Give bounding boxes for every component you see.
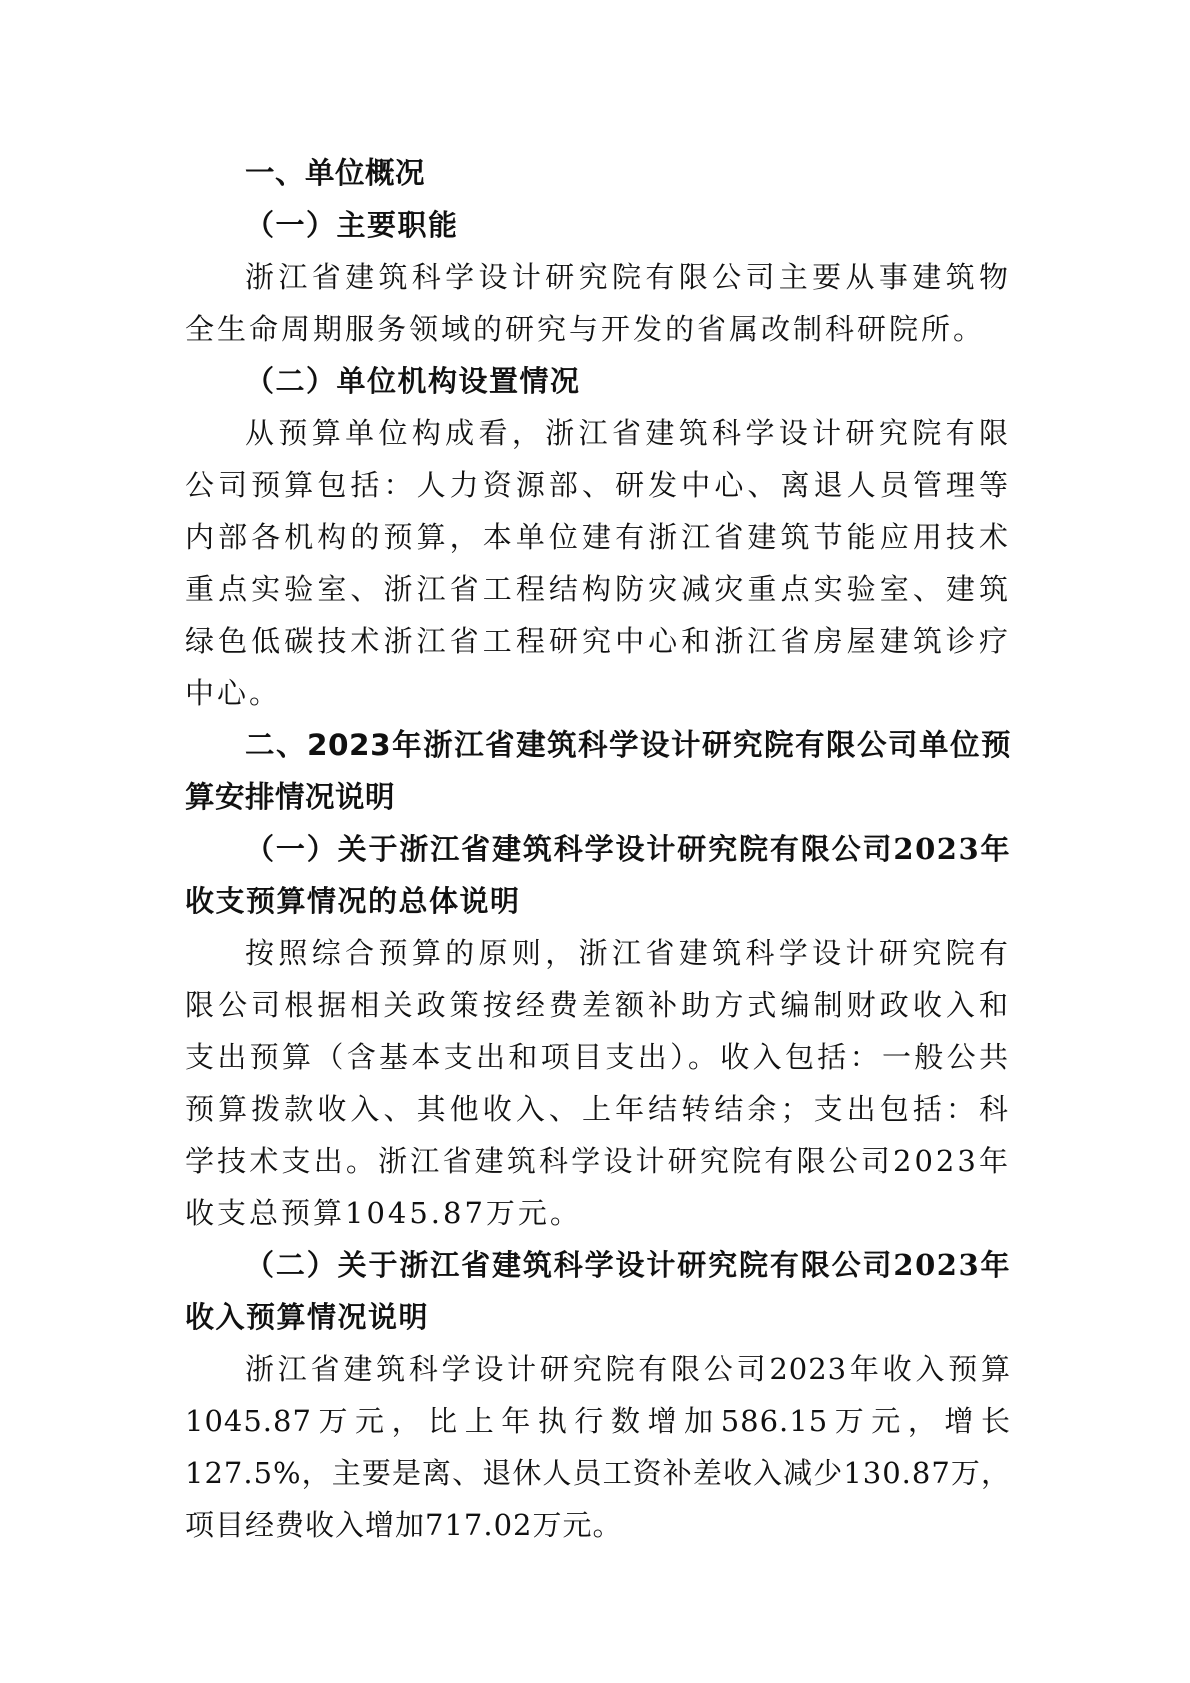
section-heading-1: 一、单位概况: [245, 156, 426, 190]
paragraph-overall-budget: 按照综合预算的原则，浙江省建筑科学设计研究院有限公司根据相关政策按经费差额补助方式编制财政收入和支出预算（含基本支出和项目支出）。收入包括：一般公共预算拨款收入、其他收入、上年结转结余；支出包括：科学技术支出。浙江省建筑科学设计研究院有限公司2023年收支总预算1045.87万元。: [185, 936, 1011, 1230]
subsection-heading-1-1: （一）主要职能: [245, 208, 459, 242]
paragraph-income-budget: 浙江省建筑科学设计研究院有限公司2023年收入预算1045.87万元，比上年执行数增加586.15万元，增长127.5%，主要是离、退休人员工资补差收入减少130.87万，项目经费收入增加717.02万元。: [185, 1352, 1011, 1542]
subsection-heading-1-2: （二）单位机构设置情况: [245, 364, 581, 398]
subsection-heading-2-2: （二）关于浙江省建筑科学设计研究院有限公司2023年收入预算情况说明: [185, 1248, 1011, 1334]
paragraph-organization-structure: 从预算单位构成看，浙江省建筑科学设计研究院有限公司预算包括：人力资源部、研发中心、离退人员管理等内部各机构的预算，本单位建有浙江省建筑节能应用技术重点实验室、浙江省工程结构防灾减灾重点实验室、建筑绿色低碳技术浙江省工程研究中心和浙江省房屋建筑诊疗中心。: [185, 416, 1011, 710]
subsection-heading-2-1: （一）关于浙江省建筑科学设计研究院有限公司2023年收支预算情况的总体说明: [185, 832, 1011, 918]
section-heading-2: 二、2023年浙江省建筑科学设计研究院有限公司单位预算安排情况说明: [185, 728, 1011, 814]
document-body: [185, 147, 1011, 1551]
paragraph-main-functions: 浙江省建筑科学设计研究院有限公司主要从事建筑物全生命周期服务领域的研究与开发的省属改制科研院所。: [185, 260, 1011, 346]
